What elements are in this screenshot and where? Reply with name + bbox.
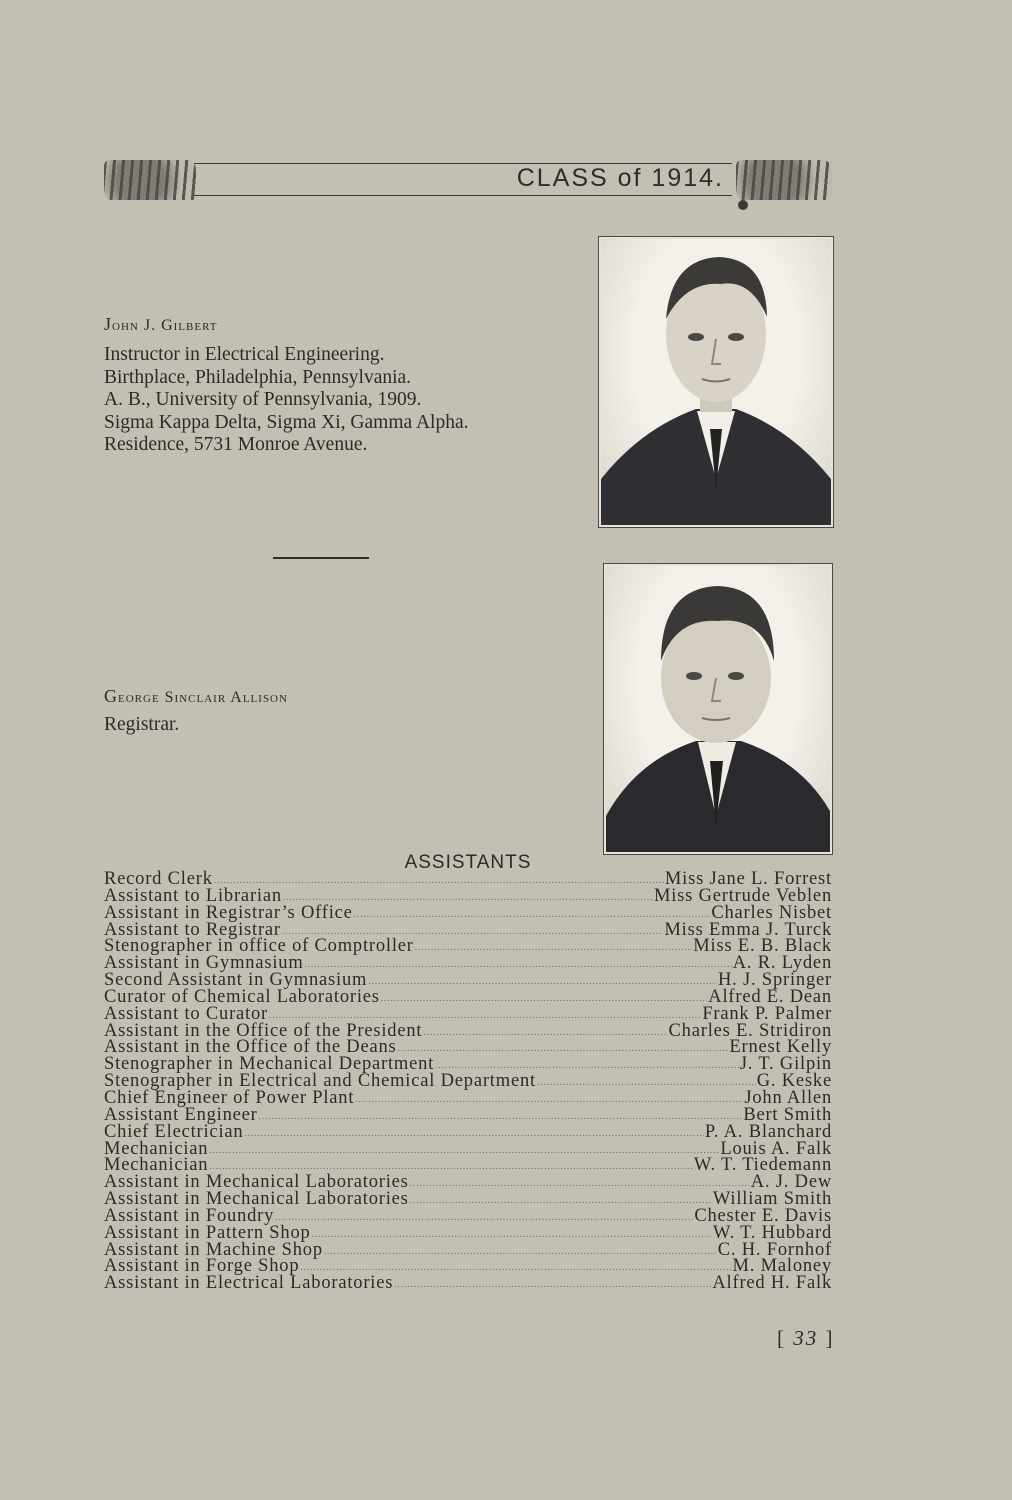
assistant-person: John Allen: [744, 1087, 832, 1108]
banner-dot: [738, 200, 748, 210]
assistants-list: [104, 871, 832, 1292]
name-initial: J: [104, 314, 113, 334]
assistant-role: Curator of Chemical Laboratories: [104, 986, 380, 1007]
assistant-person: Miss E. B. Black: [693, 936, 832, 957]
assistant-role: Assistant in Gymnasium: [104, 953, 304, 974]
dot-leader: [415, 938, 693, 955]
dot-leader: [324, 1242, 717, 1259]
assistant-person: Miss Emma J. Turck: [664, 919, 832, 940]
section-divider: [273, 557, 369, 559]
bio-line: Residence, 5731 Monroe Avenue.: [104, 434, 368, 455]
assistant-role: Assistant in Foundry: [104, 1205, 275, 1226]
assistant-person: Ernest Kelly: [729, 1037, 832, 1058]
assistant-role: Assistant in Pattern Shop: [104, 1222, 311, 1243]
assistant-person: Frank P. Palmer: [702, 1003, 832, 1024]
dot-leader: [355, 1090, 743, 1107]
dot-leader: [423, 1023, 667, 1040]
portrait-photo-allison: [603, 563, 833, 855]
assistant-role: Stenographer in Electrical and Chemical Department: [104, 1071, 536, 1092]
bio-line: Birthplace, Philadelphia, Pennsylvania.: [104, 366, 412, 388]
assistant-role: Assistant to Curator: [104, 1003, 268, 1024]
dot-leader: [410, 1191, 712, 1208]
page-number: [777, 1326, 835, 1351]
assistant-person: J. T. Gilpin: [739, 1054, 832, 1075]
assistant-role: Chief Electrician: [104, 1121, 244, 1142]
assistant-role: Mechanician: [104, 1155, 209, 1176]
name-initial: G: [104, 686, 118, 706]
dot-leader: [312, 1225, 712, 1242]
dot-leader: [368, 972, 717, 989]
name-rest: eorge Sinclair Allison: [118, 689, 288, 706]
portrait-photo-gilbert: [598, 236, 834, 528]
left-ornament: [104, 160, 196, 200]
assistant-person: M. Maloney: [732, 1256, 832, 1277]
bio-line: Instructor in Electrical Engineering.: [104, 344, 385, 365]
assistant-row: [104, 1121, 832, 1142]
assistant-person: A. J. Dew: [750, 1172, 832, 1193]
assistant-person: W. T. Tiedemann: [693, 1155, 832, 1176]
name-rest: ohn J. Gilbert: [112, 317, 218, 334]
assistant-role: Assistant to Registrar: [104, 919, 281, 940]
faculty-name-gilbert: [104, 314, 217, 335]
assistant-role: Assistant in the Office of the President: [104, 1020, 423, 1041]
assistant-person: Louis A. Falk: [720, 1138, 832, 1159]
dot-leader: [275, 1208, 693, 1225]
bio-line: A. B., University of Pennsylvania, 1909.: [104, 389, 422, 410]
assistant-person: Charles Nisbet: [711, 902, 832, 923]
dot-leader: [354, 905, 711, 922]
assistant-role: Assistant in Registrar’s Office: [104, 902, 353, 923]
page-number-value: 33: [793, 1326, 819, 1350]
class-banner: [104, 158, 832, 202]
assistant-row: [104, 1275, 832, 1292]
assistant-person: Miss Jane L. Forrest: [664, 869, 832, 889]
bio-line: Sigma Kappa Delta, Sigma Xi, Gamma Alpha.: [104, 411, 469, 433]
assistant-person: Alfred H. Falk: [712, 1273, 832, 1294]
assistant-person: Bert Smith: [743, 1104, 832, 1125]
assistant-role: Assistant to Librarian: [104, 885, 282, 906]
banner-rule-bottom: [194, 195, 732, 196]
assistant-role: Record Clerk: [104, 869, 213, 889]
assistant-person: C. H. Fornhof: [717, 1239, 832, 1260]
assistant-role: Mechanician: [104, 1138, 209, 1159]
assistant-person: Chester E. Davis: [694, 1205, 832, 1226]
assistant-role: Stenographer in Mechanical Department: [104, 1054, 435, 1075]
dot-leader: [410, 1174, 750, 1191]
assistant-role: Assistant in Forge Shop: [104, 1256, 300, 1277]
assistant-person: Charles E. Stridiron: [668, 1020, 832, 1041]
dot-leader: [244, 1124, 703, 1141]
bio-line: Registrar.: [104, 714, 180, 735]
assistant-role: Assistant in the Office of the Deans: [104, 1037, 397, 1058]
banner-title: CLASS of 1914.: [516, 164, 724, 192]
assistant-person: Alfred E. Dean: [708, 986, 832, 1007]
faculty-bio-allison: [104, 714, 179, 737]
assistant-person: H. J. Springer: [718, 970, 832, 991]
assistant-role: Stenographer in office of Comptroller: [104, 936, 414, 957]
dot-leader: [381, 989, 708, 1006]
assistant-person: Miss Gertrude Veblen: [653, 885, 832, 906]
dot-leader: [305, 955, 732, 972]
faculty-name-allison: [104, 686, 288, 707]
assistant-role: Chief Engineer of Power Plant: [104, 1087, 355, 1108]
assistant-person: P. A. Blanchard: [704, 1121, 832, 1142]
assistant-person: William Smith: [712, 1189, 832, 1210]
dot-leader: [394, 1275, 711, 1292]
dot-leader: [259, 1107, 743, 1124]
assistant-row: [104, 902, 832, 923]
faculty-bio-gilbert: [104, 344, 468, 457]
dot-leader: [398, 1039, 729, 1056]
assistant-role: Second Assistant in Gymnasium: [104, 970, 368, 991]
dot-leader: [537, 1073, 756, 1090]
assistant-role: Assistant in Mechanical Laboratories: [104, 1172, 409, 1193]
assistant-role: Assistant in Electrical Laboratories: [104, 1273, 394, 1294]
assistants-heading: ASSISTANTS: [404, 852, 532, 873]
assistant-role: Assistant in Mechanical Laboratories: [104, 1189, 409, 1210]
assistant-role: Assistant in Machine Shop: [104, 1239, 323, 1260]
dot-leader: [209, 1141, 719, 1158]
assistant-person: G. Keske: [756, 1071, 832, 1092]
assistant-person: A. R. Lyden: [732, 953, 832, 974]
right-ornament: [736, 160, 832, 200]
page-bracket-close: ]: [825, 1326, 835, 1350]
page-bracket-open: [: [777, 1326, 786, 1350]
assistant-role: Assistant Engineer: [104, 1104, 258, 1125]
assistant-person: W. T. Hubbard: [713, 1222, 832, 1243]
